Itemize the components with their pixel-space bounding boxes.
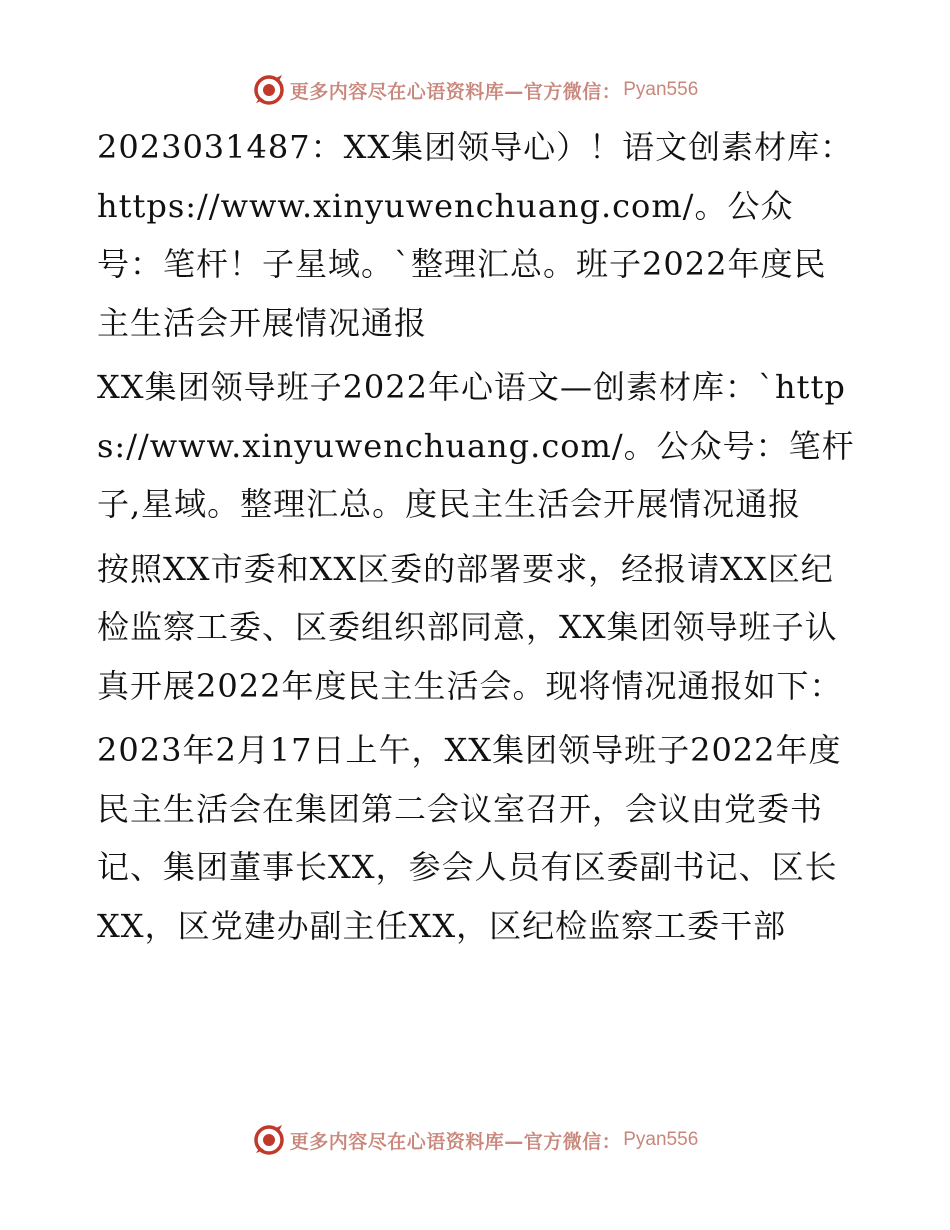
brush-logo-icon	[252, 1123, 286, 1157]
footer-banner-account: Pyan556	[623, 1129, 699, 1150]
brush-logo-icon	[252, 73, 286, 107]
paragraph-4: 2023年2月17日上午，XX集团领导班子2022年度民主生活会在集团第二会议室召开，会议由党委书记、集团董事长XX，参会人员有区委副书记、区长XX，区党建办副主任XX，区纪检监察工委干部	[97, 731, 842, 945]
header-banner-text: 更多内容尽在心语资料库—官方微信：	[289, 80, 622, 103]
header-banner	[0, 70, 950, 110]
header-banner-account: Pyan556	[623, 79, 699, 100]
paragraph-1: 2023031487：XX集团领导心）！语文创素材库：https://www.xinyuwenchuang.com/。公众号：笔杆！子星域。`整理汇总。班子2022年度民主生活会开展情况通报	[97, 128, 854, 342]
paragraph-3: 按照XX市委和XX区委的部署要求，经报请XX区纪检监察工委、区委组织部同意，XX集团领导班子认真开展2022年度民主生活会。现将情况通报如下：	[97, 549, 843, 705]
footer-banner-text: 更多内容尽在心语资料库—官方微信：	[289, 1130, 622, 1153]
paragraph-2: XX集团领导班子2022年心语文—创素材库：`https://www.xinyuwenchuang.com/。公众号：笔杆子,星域。整理汇总。度民主生活会开展情况通报	[97, 368, 855, 523]
footer-banner	[0, 1120, 950, 1160]
document-body	[97, 118, 857, 961]
